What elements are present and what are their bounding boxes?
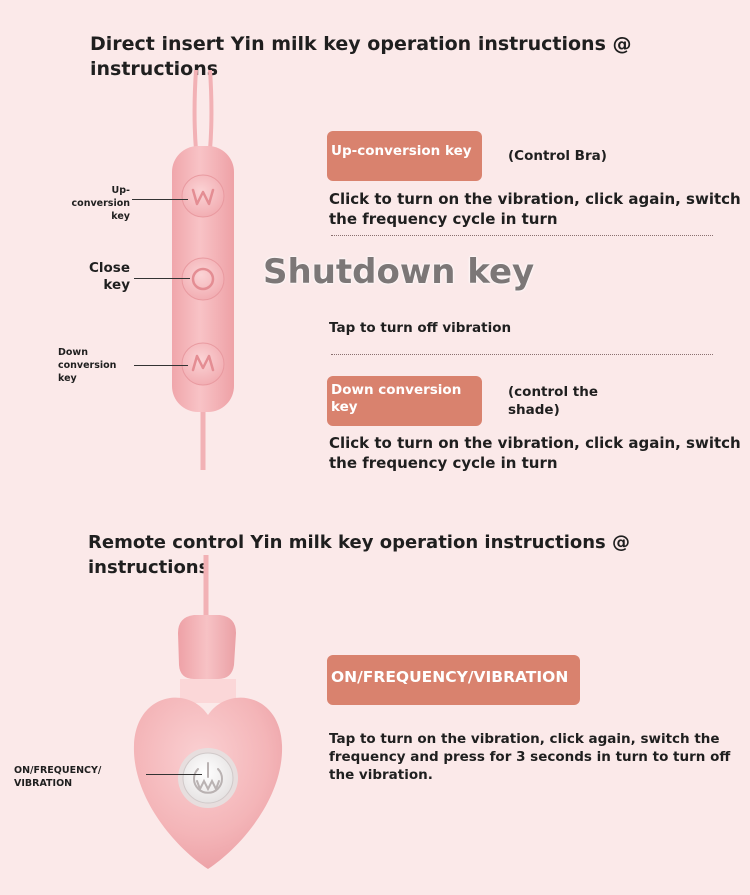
down-desc-line2: the frequency cycle in turn (329, 454, 558, 472)
down-side-line3: key (58, 373, 77, 384)
remote-section-title: Remote control Yin milk key operation instructions @ instructions (88, 532, 631, 578)
up-desc-line1: Click to turn on the vibration, click again, switch (329, 190, 741, 208)
on-frequency-vibration-pill: ON/FREQUENCY/VIBRATION (327, 655, 580, 705)
up-side-line3: key (111, 211, 130, 222)
remote-side-line1: ON/FREQUENCY/ (14, 765, 102, 776)
up-conversion-note: (Control Bra) (508, 148, 607, 164)
up-desc-line2: the frequency cycle in turn (329, 210, 558, 228)
on-frequency-vibration-button[interactable] (178, 748, 238, 808)
remote-leader-line (146, 774, 202, 775)
down-conversion-note (508, 383, 598, 419)
down-note-line2: shade) (508, 402, 560, 418)
remote-desc (329, 730, 730, 784)
up-side-line2: conversion (71, 198, 130, 209)
down-pill-line2: key (331, 399, 358, 415)
down-side-line1: Down (58, 347, 88, 358)
down-conversion-button[interactable] (182, 343, 224, 385)
direct-title-line1: Direct insert Yin milk key operation instructions @ (90, 33, 632, 55)
remote-neck (180, 679, 236, 703)
heart-remote-illustration (128, 555, 298, 895)
close-key-side-label (60, 260, 130, 294)
up-conversion-button[interactable] (182, 175, 224, 217)
down-conversion-pill (327, 376, 482, 426)
remote-cap (178, 615, 236, 679)
direct-title-line2: instructions (90, 58, 219, 80)
down-conversion-desc (329, 433, 741, 473)
remote-desc-line1: Tap to turn on the vibration, click again, switch the (329, 731, 720, 747)
down-side-line2: conversion (58, 360, 117, 371)
down-note-line1: (control the (508, 384, 598, 400)
down-pill-line1: Down conversion (331, 382, 462, 398)
divider-dotted-2 (331, 354, 713, 355)
remote-desc-line2: frequency and press for 3 seconds in turn to turn off (329, 749, 731, 765)
remote-desc-line3: the vibration. (329, 767, 433, 783)
up-side-line1: Up- (111, 185, 130, 196)
up-conversion-side-label (60, 184, 130, 223)
on-frequency-side-label (14, 764, 124, 790)
down-leader-line (134, 365, 188, 366)
shutdown-desc: Tap to turn off vibration (329, 320, 512, 336)
up-conversion-desc (329, 189, 741, 229)
divider-dotted-1 (331, 235, 713, 236)
close-side-line2: key (103, 277, 130, 293)
down-desc-line1: Click to turn on the vibration, click again, switch (329, 434, 741, 452)
close-side-line1: Close (88, 260, 130, 276)
up-leader-line (132, 199, 188, 200)
close-key-button[interactable] (182, 258, 224, 300)
down-conversion-side-label (58, 346, 138, 385)
remote-side-line2: VIBRATION (14, 778, 73, 789)
close-leader-line (134, 278, 190, 279)
up-conversion-pill: Up-conversion key (327, 131, 482, 181)
wired-controller-illustration (150, 70, 260, 470)
shutdown-key-heading: Shutdown key (263, 252, 535, 292)
